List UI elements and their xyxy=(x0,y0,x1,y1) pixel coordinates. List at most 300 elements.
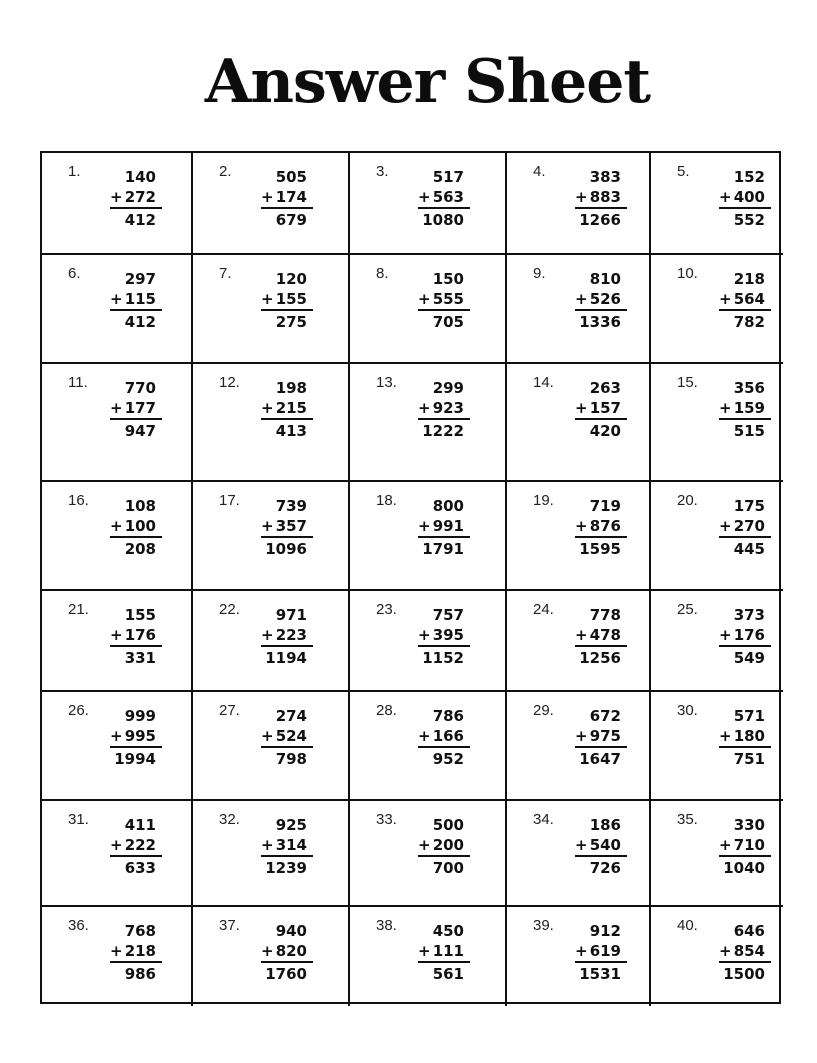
second-addend-row xyxy=(110,187,162,207)
problem-number: 30. xyxy=(677,702,698,719)
addition-problem xyxy=(719,706,771,769)
second-addend-row xyxy=(110,835,162,855)
answer-value: 947 xyxy=(124,422,156,440)
plus-sign: + xyxy=(110,836,123,854)
problem-cell xyxy=(507,364,651,482)
addition-problem xyxy=(418,815,470,878)
sum-line xyxy=(261,418,313,420)
second-addend: 975 xyxy=(589,727,621,745)
second-addend-row xyxy=(575,835,627,855)
answer-value: 1595 xyxy=(579,540,621,558)
second-addend: 619 xyxy=(589,942,621,960)
sum-line xyxy=(261,645,313,647)
second-addend: 215 xyxy=(275,399,307,417)
first-addend: 274 xyxy=(275,707,307,725)
sum-line xyxy=(418,418,470,420)
second-addend: 923 xyxy=(432,399,464,417)
plus-sign: + xyxy=(261,626,274,644)
answer-value: 726 xyxy=(589,859,621,877)
problem-cell xyxy=(651,692,783,801)
second-addend-row xyxy=(110,289,162,309)
problem-number: 31. xyxy=(68,811,89,828)
addition-problem xyxy=(261,378,313,441)
plus-sign: + xyxy=(719,517,732,535)
first-addend: 739 xyxy=(275,497,307,515)
answer-value: 700 xyxy=(432,859,464,877)
problem-cell xyxy=(350,255,507,364)
addition-problem xyxy=(261,269,313,332)
problem-cell xyxy=(350,591,507,692)
second-addend-row xyxy=(261,187,313,207)
problem-number: 39. xyxy=(533,917,554,934)
plus-sign: + xyxy=(719,727,732,745)
problem-number: 15. xyxy=(677,374,698,391)
first-addend: 500 xyxy=(432,816,464,834)
second-addend-row xyxy=(418,625,470,645)
problem-cell xyxy=(42,482,193,591)
second-addend: 166 xyxy=(432,727,464,745)
answer-value: 445 xyxy=(733,540,765,558)
plus-sign: + xyxy=(719,399,732,417)
addition-problem xyxy=(719,921,771,984)
sum-line xyxy=(261,309,313,311)
addition-problem xyxy=(261,706,313,769)
addition-problem xyxy=(719,496,771,559)
first-addend: 999 xyxy=(124,707,156,725)
second-addend: 710 xyxy=(733,836,765,854)
plus-sign: + xyxy=(719,626,732,644)
page-title: Answer Sheet xyxy=(204,47,651,117)
addition-problem xyxy=(418,496,470,559)
addition-problem xyxy=(719,378,771,441)
answer-value: 1336 xyxy=(579,313,621,331)
sum-line xyxy=(719,645,771,647)
answer-grid xyxy=(40,151,781,1004)
plus-sign: + xyxy=(575,290,588,308)
addition-problem xyxy=(575,605,627,668)
first-addend: 517 xyxy=(432,168,464,186)
answer-value: 1040 xyxy=(723,859,765,877)
addition-problem xyxy=(575,815,627,878)
second-addend: 157 xyxy=(589,399,621,417)
second-addend: 995 xyxy=(124,727,156,745)
answer-value: 952 xyxy=(432,750,464,768)
problem-cell xyxy=(193,801,350,907)
addition-problem xyxy=(575,378,627,441)
problem-cell xyxy=(193,255,350,364)
second-addend: 991 xyxy=(432,517,464,535)
addition-problem xyxy=(575,706,627,769)
plus-sign: + xyxy=(575,188,588,206)
plus-sign: + xyxy=(418,517,431,535)
first-addend: 186 xyxy=(589,816,621,834)
answer-value: 782 xyxy=(733,313,765,331)
second-addend-row xyxy=(110,941,162,961)
sum-line xyxy=(110,645,162,647)
plus-sign: + xyxy=(261,188,274,206)
sum-line xyxy=(418,645,470,647)
answer-value: 515 xyxy=(733,422,765,440)
second-addend: 100 xyxy=(124,517,156,535)
second-addend: 400 xyxy=(733,188,765,206)
plus-sign: + xyxy=(575,942,588,960)
addition-problem xyxy=(719,167,771,230)
second-addend: 218 xyxy=(124,942,156,960)
problem-cell xyxy=(651,591,783,692)
second-addend-row xyxy=(575,187,627,207)
problem-number: 26. xyxy=(68,702,89,719)
answer-value: 412 xyxy=(124,211,156,229)
second-addend-row xyxy=(575,625,627,645)
second-addend-row xyxy=(110,516,162,536)
addition-problem xyxy=(110,496,162,559)
answer-value: 561 xyxy=(432,965,464,983)
first-addend: 108 xyxy=(124,497,156,515)
sum-line xyxy=(575,207,627,209)
second-addend-row xyxy=(575,941,627,961)
answer-value: 1080 xyxy=(422,211,464,229)
answer-value: 331 xyxy=(124,649,156,667)
second-addend: 115 xyxy=(124,290,156,308)
first-addend: 263 xyxy=(589,379,621,397)
answer-value: 549 xyxy=(733,649,765,667)
answer-value: 1152 xyxy=(422,649,464,667)
first-addend: 411 xyxy=(124,816,156,834)
addition-problem xyxy=(575,921,627,984)
answer-value: 1266 xyxy=(579,211,621,229)
answer-value: 1994 xyxy=(114,750,156,768)
second-addend-row xyxy=(261,726,313,746)
sum-line xyxy=(575,418,627,420)
first-addend: 356 xyxy=(733,379,765,397)
problem-cell xyxy=(42,255,193,364)
second-addend-row xyxy=(261,289,313,309)
problem-cell xyxy=(42,364,193,482)
problem-number: 11. xyxy=(68,374,88,391)
sum-line xyxy=(418,536,470,538)
first-addend: 450 xyxy=(432,922,464,940)
problem-number: 27. xyxy=(219,702,240,719)
plus-sign: + xyxy=(110,188,123,206)
problem-number: 6. xyxy=(68,265,81,282)
problem-number: 8. xyxy=(376,265,389,282)
plus-sign: + xyxy=(261,836,274,854)
second-addend-row xyxy=(110,625,162,645)
second-addend: 820 xyxy=(275,942,307,960)
second-addend-row xyxy=(110,726,162,746)
second-addend-row xyxy=(418,398,470,418)
addition-problem xyxy=(719,815,771,878)
answer-value: 1500 xyxy=(723,965,765,983)
second-addend-row xyxy=(110,398,162,418)
sum-line xyxy=(110,418,162,420)
problem-number: 9. xyxy=(533,265,546,282)
second-addend-row xyxy=(575,398,627,418)
first-addend: 646 xyxy=(733,922,765,940)
addition-problem xyxy=(575,269,627,332)
answer-value: 1222 xyxy=(422,422,464,440)
problem-number: 38. xyxy=(376,917,397,934)
first-addend: 383 xyxy=(589,168,621,186)
problem-number: 33. xyxy=(376,811,397,828)
second-addend-row xyxy=(261,835,313,855)
second-addend-row xyxy=(575,516,627,536)
problem-number: 19. xyxy=(533,492,554,509)
addition-problem xyxy=(110,815,162,878)
second-addend: 876 xyxy=(589,517,621,535)
second-addend: 555 xyxy=(432,290,464,308)
addition-problem xyxy=(575,496,627,559)
addition-problem xyxy=(418,706,470,769)
second-addend: 395 xyxy=(432,626,464,644)
second-addend: 223 xyxy=(275,626,307,644)
second-addend-row xyxy=(719,398,771,418)
second-addend-row xyxy=(418,187,470,207)
plus-sign: + xyxy=(575,727,588,745)
addition-problem xyxy=(261,167,313,230)
problem-cell xyxy=(193,591,350,692)
second-addend-row xyxy=(719,516,771,536)
problem-number: 28. xyxy=(376,702,397,719)
first-addend: 297 xyxy=(124,270,156,288)
problem-number: 7. xyxy=(219,265,232,282)
addition-problem xyxy=(261,605,313,668)
second-addend: 526 xyxy=(589,290,621,308)
answer-value: 1256 xyxy=(579,649,621,667)
addition-problem xyxy=(110,269,162,332)
problem-cell xyxy=(42,801,193,907)
sum-line xyxy=(575,536,627,538)
problem-number: 25. xyxy=(677,601,698,618)
problem-cell xyxy=(42,692,193,801)
second-addend: 478 xyxy=(589,626,621,644)
answer-value: 1791 xyxy=(422,540,464,558)
first-addend: 571 xyxy=(733,707,765,725)
second-addend: 180 xyxy=(733,727,765,745)
answer-value: 1239 xyxy=(265,859,307,877)
problem-number: 2. xyxy=(219,163,232,180)
answer-value: 1647 xyxy=(579,750,621,768)
second-addend-row xyxy=(418,835,470,855)
addition-problem xyxy=(418,605,470,668)
first-addend: 719 xyxy=(589,497,621,515)
problem-cell xyxy=(507,482,651,591)
first-addend: 768 xyxy=(124,922,156,940)
plus-sign: + xyxy=(261,399,274,417)
second-addend-row xyxy=(719,625,771,645)
answer-value: 1194 xyxy=(265,649,307,667)
first-addend: 940 xyxy=(275,922,307,940)
sum-line xyxy=(418,309,470,311)
problem-cell xyxy=(507,591,651,692)
first-addend: 810 xyxy=(589,270,621,288)
plus-sign: + xyxy=(575,836,588,854)
problem-number: 20. xyxy=(677,492,698,509)
problem-cell xyxy=(651,801,783,907)
plus-sign: + xyxy=(418,727,431,745)
second-addend-row xyxy=(261,516,313,536)
problem-number: 21. xyxy=(68,601,89,618)
problem-number: 18. xyxy=(376,492,397,509)
sum-line xyxy=(719,418,771,420)
second-addend-row xyxy=(719,835,771,855)
second-addend-row xyxy=(418,516,470,536)
first-addend: 198 xyxy=(275,379,307,397)
second-addend: 563 xyxy=(432,188,464,206)
second-addend: 111 xyxy=(432,942,464,960)
sum-line xyxy=(110,207,162,209)
problem-number: 1. xyxy=(68,163,81,180)
first-addend: 120 xyxy=(275,270,307,288)
sum-line xyxy=(719,309,771,311)
sum-line xyxy=(261,746,313,748)
first-addend: 505 xyxy=(275,168,307,186)
sum-line xyxy=(110,536,162,538)
sum-line xyxy=(719,961,771,963)
sum-line xyxy=(418,746,470,748)
problem-number: 34. xyxy=(533,811,554,828)
addition-problem xyxy=(719,269,771,332)
addition-problem xyxy=(418,269,470,332)
problem-cell xyxy=(42,591,193,692)
problem-cell xyxy=(350,482,507,591)
answer-value: 413 xyxy=(275,422,307,440)
second-addend-row xyxy=(575,726,627,746)
sum-line xyxy=(719,207,771,209)
second-addend-row xyxy=(418,289,470,309)
addition-problem xyxy=(261,496,313,559)
addition-problem xyxy=(418,167,470,230)
first-addend: 800 xyxy=(432,497,464,515)
answer-value: 1760 xyxy=(265,965,307,983)
addition-problem xyxy=(261,921,313,984)
first-addend: 175 xyxy=(733,497,765,515)
answer-value: 1531 xyxy=(579,965,621,983)
sum-line xyxy=(110,961,162,963)
first-addend: 373 xyxy=(733,606,765,624)
sum-line xyxy=(110,309,162,311)
problem-number: 37. xyxy=(219,917,240,934)
sum-line xyxy=(110,746,162,748)
second-addend: 524 xyxy=(275,727,307,745)
second-addend: 854 xyxy=(733,942,765,960)
problem-cell xyxy=(350,692,507,801)
problem-cell xyxy=(193,482,350,591)
sum-line xyxy=(575,855,627,857)
plus-sign: + xyxy=(418,399,431,417)
problem-number: 3. xyxy=(376,163,389,180)
problem-cell xyxy=(193,364,350,482)
sum-line xyxy=(575,961,627,963)
problem-cell xyxy=(507,692,651,801)
answer-value: 275 xyxy=(275,313,307,331)
second-addend: 174 xyxy=(275,188,307,206)
second-addend-row xyxy=(719,289,771,309)
addition-problem xyxy=(110,167,162,230)
plus-sign: + xyxy=(418,626,431,644)
problem-cell xyxy=(651,255,783,364)
problem-number: 16. xyxy=(68,492,89,509)
second-addend: 176 xyxy=(124,626,156,644)
answer-value: 633 xyxy=(124,859,156,877)
first-addend: 218 xyxy=(733,270,765,288)
problem-cell xyxy=(350,907,507,1006)
second-addend: 883 xyxy=(589,188,621,206)
problem-number: 17. xyxy=(219,492,240,509)
second-addend-row xyxy=(418,941,470,961)
addition-problem xyxy=(719,605,771,668)
sum-line xyxy=(261,961,313,963)
second-addend: 200 xyxy=(432,836,464,854)
problem-cell xyxy=(507,907,651,1006)
answer-value: 751 xyxy=(733,750,765,768)
plus-sign: + xyxy=(261,942,274,960)
plus-sign: + xyxy=(261,517,274,535)
problem-cell xyxy=(350,801,507,907)
problem-number: 22. xyxy=(219,601,240,618)
plus-sign: + xyxy=(575,626,588,644)
addition-problem xyxy=(575,167,627,230)
sum-line xyxy=(719,855,771,857)
sum-line xyxy=(418,961,470,963)
problem-number: 35. xyxy=(677,811,698,828)
problem-number: 40. xyxy=(677,917,698,934)
addition-problem xyxy=(418,921,470,984)
first-addend: 770 xyxy=(124,379,156,397)
problem-cell xyxy=(350,153,507,255)
addition-problem xyxy=(110,921,162,984)
answer-value: 679 xyxy=(275,211,307,229)
problem-cell xyxy=(507,801,651,907)
plus-sign: + xyxy=(110,626,123,644)
problem-cell xyxy=(507,255,651,364)
first-addend: 299 xyxy=(432,379,464,397)
problem-cell xyxy=(193,907,350,1006)
sum-line xyxy=(418,855,470,857)
problem-cell xyxy=(651,364,783,482)
second-addend: 155 xyxy=(275,290,307,308)
plus-sign: + xyxy=(418,290,431,308)
problem-number: 24. xyxy=(533,601,554,618)
sum-line xyxy=(261,207,313,209)
first-addend: 757 xyxy=(432,606,464,624)
first-addend: 155 xyxy=(124,606,156,624)
answer-value: 1096 xyxy=(265,540,307,558)
problem-number: 14. xyxy=(533,374,554,391)
sum-line xyxy=(575,746,627,748)
sum-line xyxy=(261,855,313,857)
problem-number: 4. xyxy=(533,163,546,180)
addition-problem xyxy=(418,378,470,441)
problem-cell xyxy=(507,153,651,255)
plus-sign: + xyxy=(418,188,431,206)
addition-problem xyxy=(110,605,162,668)
first-addend: 330 xyxy=(733,816,765,834)
answer-value: 552 xyxy=(733,211,765,229)
sum-line xyxy=(261,536,313,538)
problem-number: 32. xyxy=(219,811,240,828)
first-addend: 778 xyxy=(589,606,621,624)
problem-cell xyxy=(651,907,783,1006)
plus-sign: + xyxy=(719,836,732,854)
second-addend-row xyxy=(575,289,627,309)
second-addend: 357 xyxy=(275,517,307,535)
problem-cell xyxy=(42,907,193,1006)
problem-number: 36. xyxy=(68,917,89,934)
plus-sign: + xyxy=(418,836,431,854)
plus-sign: + xyxy=(575,517,588,535)
plus-sign: + xyxy=(418,942,431,960)
